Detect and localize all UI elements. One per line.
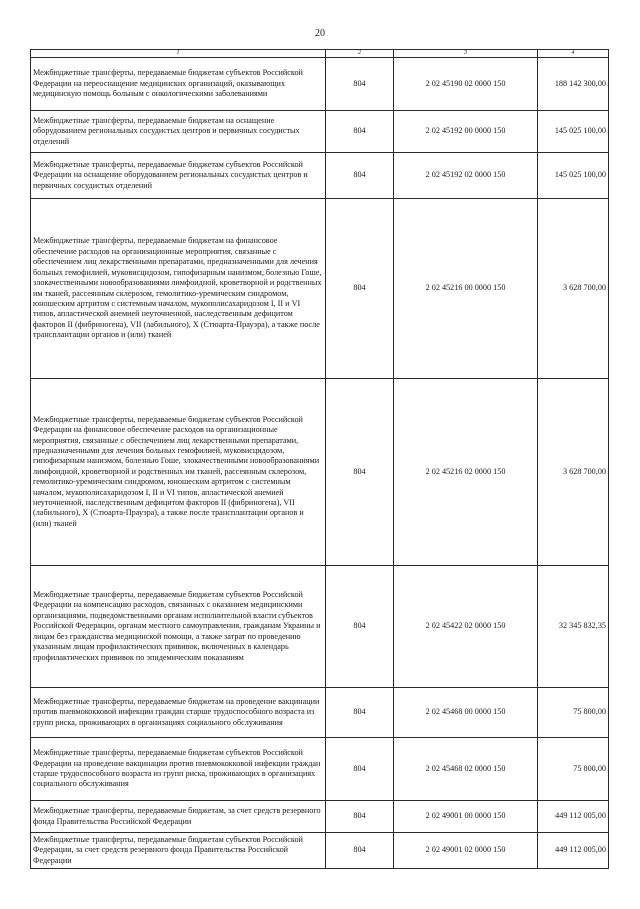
row-budget-code: 2 02 45192 02 0000 150 (394, 153, 538, 199)
table-row (31, 153, 609, 199)
row-budget-code: 2 02 45216 00 0000 150 (394, 199, 538, 379)
row-admin-code: 804 (326, 833, 394, 869)
column-header-1: 1 (31, 50, 326, 58)
row-admin-code: 804 (326, 111, 394, 153)
row-admin-code: 804 (326, 153, 394, 199)
row-amount: 3 628 700,00 (538, 199, 609, 379)
row-description: Межбюджетные трансферты, передаваемые бюджетам на финансовое обеспечение расходов на организационные мероприятия, связанные с обеспечением лиц лекарственными препаратами, предназначенными для лечения больных гемофилией, муковисцидозом, гипофизарным нанизмом, болезнью Гоше, злокачественными новообразованиями лимфоидной, кроветворной и родственных им тканей, рассеянным склерозом, гемолитико-уремическим синдромом, юношеским артритом с системным началом, мукополисахаридозом I, II и VI типов, апластической анемией неуточненной, наследственным дефицитом факторов II (фибриногена), VII (лабильного), X (Стюарта-Прауэра), а также после трансплантации органов и (или) тканей (31, 199, 326, 379)
row-amount: 449 112 005,00 (538, 801, 609, 833)
row-description: Межбюджетные трансферты, передаваемые бюджетам субъектов Российской Федерации, за счет средств резервного фонда Правительства Российской Федерации (31, 833, 326, 869)
column-header-4: 4 (538, 50, 609, 58)
row-budget-code: 2 02 49001 00 0000 150 (394, 801, 538, 833)
table-header-row (31, 50, 609, 58)
row-budget-code: 2 02 45422 02 0000 150 (394, 566, 538, 688)
table-row (31, 566, 609, 688)
row-admin-code: 804 (326, 566, 394, 688)
table-row (31, 58, 609, 111)
row-admin-code: 804 (326, 738, 394, 801)
row-description: Межбюджетные трансферты, передаваемые бюджетам субъектов Российской Федерации на переоснащение медицинских организаций, оказывающих медицинскую помощь больным с онкологическими заболеваниями (31, 58, 326, 111)
row-description: Межбюджетные трансферты, передаваемые бюджетам субъектов Российской Федерации на компенсацию расходов, связанных с оказанием медицинскими организациями, подведомственными органам исполнительной власти субъектов Российской Федерации, органам местного самоуправления, гражданам Украины и лицам без гражданства медицинской помощи, а также затрат по проведению указанным лицам профилактических прививок, включенных в календарь профилактических прививок по эпидемическим показаниям (31, 566, 326, 688)
table-row (31, 199, 609, 379)
row-description: Межбюджетные трансферты, передаваемые бюджетам субъектов Российской Федерации на оснащение оборудованием региональных сосудистых центров и первичных сосудистых отделений (31, 153, 326, 199)
page-number: 20 (315, 28, 325, 39)
row-admin-code: 804 (326, 58, 394, 111)
row-budget-code: 2 02 45216 02 0000 150 (394, 379, 538, 566)
row-admin-code: 804 (326, 688, 394, 738)
table-row (31, 801, 609, 833)
column-header-2: 2 (326, 50, 394, 58)
row-admin-code: 804 (326, 801, 394, 833)
row-budget-code: 2 02 49001 02 0000 150 (394, 833, 538, 869)
row-amount: 188 142 300,00 (538, 58, 609, 111)
table-row (31, 738, 609, 801)
row-admin-code: 804 (326, 379, 394, 566)
table-row (31, 111, 609, 153)
row-amount: 3 628 700,00 (538, 379, 609, 566)
row-amount: 75 800,00 (538, 688, 609, 738)
row-budget-code: 2 02 45190 02 0000 150 (394, 58, 538, 111)
row-budget-code: 2 02 45192 00 0000 150 (394, 111, 538, 153)
row-budget-code: 2 02 45468 00 0000 150 (394, 688, 538, 738)
row-description: Межбюджетные трансферты, передаваемые бюджетам на оснащение оборудованием региональных сосудистых центров и первичных сосудистых отделений (31, 111, 326, 153)
budget-table (30, 49, 609, 869)
row-amount: 449 112 005,00 (538, 833, 609, 869)
row-description: Межбюджетные трансферты, передаваемые бюджетам, за счет средств резервного фонда Правительства Российской Федерации (31, 801, 326, 833)
row-description: Межбюджетные трансферты, передаваемые бюджетам на проведение вакцинации против пневмококковой инфекции граждан старше трудоспособного возраста из групп риска, проживающих в организациях социального обслуживания (31, 688, 326, 738)
row-amount: 145 025 100,00 (538, 153, 609, 199)
row-amount: 145 025 100,00 (538, 111, 609, 153)
table-row (31, 833, 609, 869)
column-header-3: 3 (394, 50, 538, 58)
row-description: Межбюджетные трансферты, передаваемые бюджетам субъектов Российской Федерации на финансовое обеспечение расходов на организационные мероприятия, связанные с обеспечением лиц лекарственными препаратами, предназначенными для лечения больных гемофилией, муковисцидозом, гипофизарным нанизмом, болезнью Гоше, злокачественными новообразованиями лимфоидной, кроветворной и родственных им тканей, рассеянным склерозом, гемолитико-уремическим синдромом, юношеским артритом с системным началом, мукополисахаридозом I, II и VI типов, апластической анемией неуточненной, наследственным дефицитом факторов II (фибриногена), VII (лабильного), X (Стюарта-Прауэра), а также после трансплантации органов и (или) тканей (31, 379, 326, 566)
table-row (31, 688, 609, 738)
row-description: Межбюджетные трансферты, передаваемые бюджетам субъектов Российской Федерации на проведение вакцинации против пневмококковой инфекции граждан старше трудоспособного возраста из групп риска, проживающих в организациях социального обслуживания (31, 738, 326, 801)
row-amount: 32 345 832,35 (538, 566, 609, 688)
table-row (31, 379, 609, 566)
row-admin-code: 804 (326, 199, 394, 379)
row-amount: 75 800,00 (538, 738, 609, 801)
row-budget-code: 2 02 45468 02 0000 150 (394, 738, 538, 801)
